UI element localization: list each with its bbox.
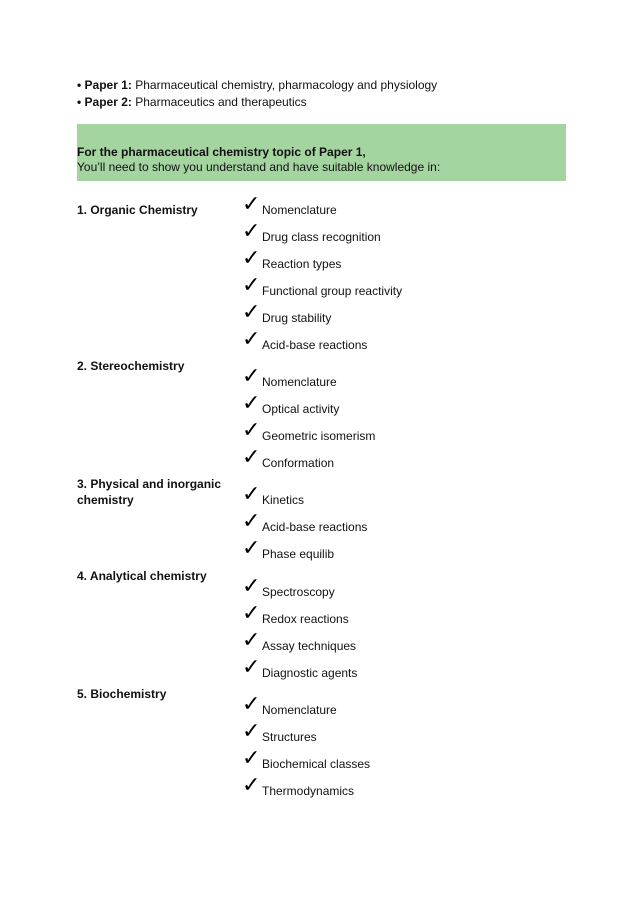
check-icon: ✓ [242, 574, 261, 599]
item-label: Conformation [262, 456, 335, 470]
check-icon: ✓ [242, 418, 261, 443]
check-icon: ✓ [242, 364, 261, 389]
item-label: Structures [262, 730, 317, 744]
item-label: Spectroscopy [262, 585, 335, 599]
check-icon: ✓ [242, 692, 261, 717]
item-label: Acid-base reactions [262, 520, 368, 534]
item-label: Biochemical classes [262, 757, 371, 771]
paper-bullet: • [77, 95, 82, 109]
paper-name: Paper 1: [84, 78, 132, 92]
paper-desc: Pharmaceutics and therapeutics [135, 95, 307, 109]
paper-desc: Pharmaceutical chemistry, pharmacology and physiology [135, 78, 438, 92]
item-label: Diagnostic agents [262, 666, 358, 680]
section-title: 2. Stereochemistry [77, 359, 185, 373]
check-icon: ✓ [242, 482, 261, 507]
check-icon: ✓ [242, 628, 261, 653]
item-label: Nomenclature [262, 375, 337, 389]
paper-2-line [77, 94, 437, 111]
section-title: 1. Organic Chemistry [77, 203, 198, 217]
item-label: Assay techniques [262, 639, 357, 653]
section-title: 3. Physical and inorganic chemistry [77, 477, 222, 507]
item-label: Drug class recognition [262, 230, 381, 244]
item-label: Acid-base reactions [262, 338, 368, 352]
paper-1-line [77, 77, 437, 94]
item-label: Reaction types [262, 257, 342, 271]
check-icon: ✓ [242, 536, 261, 561]
item-label: Drug stability [262, 311, 332, 325]
check-icon: ✓ [242, 273, 261, 298]
item-label: Kinetics [262, 493, 305, 507]
check-icon: ✓ [242, 391, 261, 416]
check-icon: ✓ [242, 509, 261, 534]
check-icon: ✓ [242, 219, 261, 244]
section-title: 4. Analytical chemistry [77, 569, 207, 583]
check-icon: ✓ [242, 300, 261, 325]
item-label: Functional group reactivity [262, 284, 403, 298]
item-label: Nomenclature [262, 703, 337, 717]
check-icon: ✓ [242, 746, 261, 771]
check-icon: ✓ [242, 601, 261, 626]
item-label: Thermodynamics [262, 784, 355, 798]
banner-subheading: You’ll need to show you understand and have suitable knowledge in: [77, 160, 441, 174]
paper-list [77, 77, 437, 111]
paper-bullet: • [77, 78, 82, 92]
item-label: Geometric isomerism [262, 429, 376, 443]
section-title: 5. Biochemistry [77, 687, 167, 701]
check-icon: ✓ [242, 246, 261, 271]
item-label: Phase equilib [262, 547, 335, 561]
banner-heading: For the pharmaceutical chemistry topic of Paper 1, [77, 145, 366, 159]
item-label: Nomenclature [262, 203, 337, 217]
check-icon: ✓ [242, 773, 261, 798]
item-label: Optical activity [262, 402, 340, 416]
check-icon: ✓ [242, 655, 261, 680]
check-icon: ✓ [242, 719, 261, 744]
item-label: Redox reactions [262, 612, 349, 626]
check-icon: ✓ [242, 327, 261, 352]
check-icon: ✓ [242, 445, 261, 470]
paper-name: Paper 2: [84, 95, 132, 109]
topic-banner [77, 124, 566, 181]
check-icon: ✓ [242, 192, 261, 217]
